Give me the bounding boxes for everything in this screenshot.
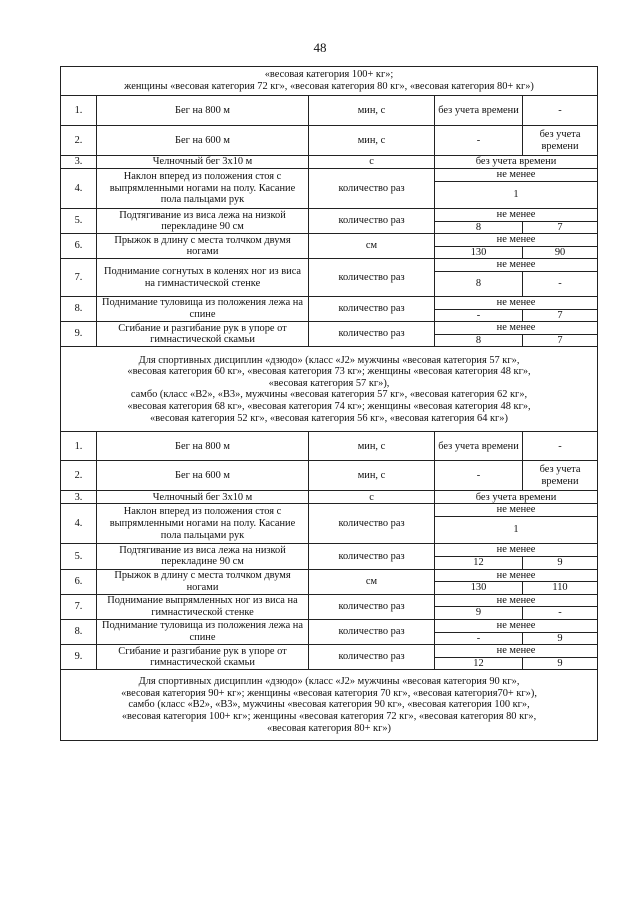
unit: количество раз bbox=[309, 544, 435, 569]
value-cell: - bbox=[523, 96, 598, 126]
exercise-name: Подтягивание из виса лежа на низкой перекладине 90 см bbox=[97, 209, 309, 234]
unit: мин, с bbox=[309, 432, 435, 461]
norm-label: не менее bbox=[435, 569, 598, 582]
exercise-name: Поднимание туловища из положения лежа на спине bbox=[97, 296, 309, 321]
value-cell: без учета времени bbox=[523, 461, 598, 491]
table-row bbox=[61, 461, 598, 491]
value-cell: 9 bbox=[523, 632, 598, 645]
value-cell: 90 bbox=[523, 246, 598, 259]
unit: количество раз bbox=[309, 169, 435, 209]
header-line: «весовая категория 57 кг»), bbox=[268, 377, 390, 389]
norm-label: не менее bbox=[435, 619, 598, 632]
value-cell: без учета времени bbox=[435, 491, 598, 504]
norm-label: не менее bbox=[435, 594, 598, 607]
row-number: 9. bbox=[61, 322, 97, 347]
table-row bbox=[61, 544, 598, 557]
table-row bbox=[61, 569, 598, 582]
exercise-name: Прыжок в длину с места толчком двумя ногами bbox=[97, 569, 309, 594]
unit: количество раз bbox=[309, 645, 435, 670]
header-line: «весовая категория 80+ кг») bbox=[267, 722, 392, 734]
unit: количество раз bbox=[309, 296, 435, 321]
section-header bbox=[61, 67, 598, 96]
norm-label: не менее bbox=[435, 322, 598, 335]
row-number: 5. bbox=[61, 209, 97, 234]
row-number: 3. bbox=[61, 156, 97, 169]
value-cell: - bbox=[435, 126, 523, 156]
exercise-name: Бег на 800 м bbox=[97, 432, 309, 461]
value-cell: 130 bbox=[435, 246, 523, 259]
table-row bbox=[61, 491, 598, 504]
row-number: 5. bbox=[61, 544, 97, 569]
exercise-name: Наклон вперед из положения стоя с выпрямленными ногами на полу. Касание пола пальцами рук bbox=[97, 504, 309, 544]
section-header bbox=[61, 347, 598, 432]
exercise-name: Поднимание выпрямленных ног из виса на гимнастической стенке bbox=[97, 594, 309, 619]
value-cell: - bbox=[523, 271, 598, 296]
table-row bbox=[61, 504, 598, 517]
table-row bbox=[61, 156, 598, 169]
exercise-name: Челночный бег 3х10 м bbox=[97, 156, 309, 169]
value-cell: 9 bbox=[435, 607, 523, 620]
value-cell: - bbox=[435, 461, 523, 491]
table-row bbox=[61, 126, 598, 156]
value-cell: 7 bbox=[523, 221, 598, 234]
exercise-name: Сгибание и разгибание рук в упоре от гимнастической скамьи bbox=[97, 322, 309, 347]
row-number: 4. bbox=[61, 504, 97, 544]
unit: количество раз bbox=[309, 209, 435, 234]
table-row bbox=[61, 209, 598, 222]
table-row bbox=[61, 259, 598, 272]
table-row bbox=[61, 432, 598, 461]
norm-label: не менее bbox=[435, 169, 598, 182]
value-cell: 12 bbox=[435, 657, 523, 670]
norm-label: не менее bbox=[435, 296, 598, 309]
value-cell: 130 bbox=[435, 582, 523, 595]
value-cell: 7 bbox=[523, 309, 598, 322]
value-cell: 9 bbox=[523, 556, 598, 569]
value-cell: без учета времени bbox=[523, 126, 598, 156]
table-row bbox=[61, 619, 598, 632]
header-line: женщины «весовая категория 72 кг», «весовая категория 80 кг», «весовая категория 80+ кг») bbox=[124, 81, 534, 92]
table-row bbox=[61, 296, 598, 309]
header-line: Для спортивных дисциплин «дзюдо» (класс «J2» мужчины «весовая категория 57 кг», bbox=[138, 354, 520, 366]
value-cell: - bbox=[523, 432, 598, 461]
norms-table bbox=[60, 66, 598, 741]
header-line: Для спортивных дисциплин «дзюдо» (класс «J2» мужчины «весовая категория 90 кг», bbox=[138, 676, 520, 688]
exercise-name: Челночный бег 3х10 м bbox=[97, 491, 309, 504]
section-header bbox=[61, 670, 598, 741]
header-line: «весовая категория 100+ кг»; женщины «весовая категория 72 кг», «весовая категория 80 кг», bbox=[121, 711, 537, 723]
row-number: 2. bbox=[61, 126, 97, 156]
header-line: «весовая категория 60 кг», «весовая категория 73 кг»; женщины «весовая категория 48 кг», bbox=[127, 366, 531, 378]
unit: см bbox=[309, 234, 435, 259]
table-row bbox=[61, 594, 598, 607]
row-number: 6. bbox=[61, 569, 97, 594]
row-number: 9. bbox=[61, 645, 97, 670]
value-cell: - bbox=[435, 632, 523, 645]
unit: количество раз bbox=[309, 504, 435, 544]
unit: количество раз bbox=[309, 259, 435, 297]
row-number: 8. bbox=[61, 296, 97, 321]
exercise-name: Поднимание согнутых в коленях ног из виса на гимнастической стенке bbox=[97, 259, 309, 297]
table-row bbox=[61, 169, 598, 182]
header-line: самбо (класс «В2», «В3», мужчины «весовая категория 57 кг», «весовая категория 62 кг», bbox=[130, 389, 528, 401]
norm-label: не менее bbox=[435, 234, 598, 247]
unit: количество раз bbox=[309, 594, 435, 619]
value-cell: 12 bbox=[435, 556, 523, 569]
exercise-name: Наклон вперед из положения стоя с выпрямленными ногами на полу. Касание пола пальцами рук bbox=[97, 169, 309, 209]
table-row bbox=[61, 322, 598, 335]
header-line: «весовая категория 90+ кг»; женщины «весовая категория 70 кг», «весовая категория70+ кг»), bbox=[121, 687, 537, 699]
header-line: «весовая категория 100+ кг»; bbox=[264, 69, 394, 81]
page-number: 48 bbox=[313, 40, 327, 55]
header-line: «весовая категория 68 кг», «весовая категория 74 кг»; женщины «весовая категория 48 кг», bbox=[127, 400, 531, 412]
unit: мин, с bbox=[309, 96, 435, 126]
row-number: 1. bbox=[61, 432, 97, 461]
value-cell: - bbox=[435, 309, 523, 322]
unit: количество раз bbox=[309, 322, 435, 347]
exercise-name: Бег на 800 м bbox=[97, 96, 309, 126]
norm-label: не менее bbox=[435, 259, 598, 272]
exercise-name: Сгибание и разгибание рук в упоре от гимнастической скамьи bbox=[97, 645, 309, 670]
unit: см bbox=[309, 569, 435, 594]
exercise-name: Поднимание туловища из положения лежа на спине bbox=[97, 619, 309, 644]
row-number: 7. bbox=[61, 594, 97, 619]
unit: мин, с bbox=[309, 126, 435, 156]
table-row bbox=[61, 96, 598, 126]
exercise-name: Подтягивание из виса лежа на низкой перекладине 90 см bbox=[97, 544, 309, 569]
value-cell: без учета времени bbox=[435, 156, 598, 169]
value-cell: 8 bbox=[435, 271, 523, 296]
exercise-name: Бег на 600 м bbox=[97, 126, 309, 156]
table-row bbox=[61, 645, 598, 658]
row-number: 4. bbox=[61, 169, 97, 209]
unit: количество раз bbox=[309, 619, 435, 644]
exercise-name: Прыжок в длину с места толчком двумя ногами bbox=[97, 234, 309, 259]
value-cell: 8 bbox=[435, 334, 523, 347]
value-cell: 1 bbox=[435, 181, 598, 208]
exercise-name: Бег на 600 м bbox=[97, 461, 309, 491]
row-number: 8. bbox=[61, 619, 97, 644]
unit: с bbox=[309, 156, 435, 169]
row-number: 7. bbox=[61, 259, 97, 297]
row-number: 6. bbox=[61, 234, 97, 259]
norm-label: не менее bbox=[435, 209, 598, 222]
norm-label: не менее bbox=[435, 544, 598, 557]
unit: с bbox=[309, 491, 435, 504]
row-number: 1. bbox=[61, 96, 97, 126]
row-number: 2. bbox=[61, 461, 97, 491]
table-row bbox=[61, 234, 598, 247]
header-line: самбо (класс «В2», «В3», мужчины «весовая категория 90 кг», «весовая категория 100 кг», bbox=[128, 699, 530, 711]
value-cell: 7 bbox=[523, 334, 598, 347]
value-cell: 8 bbox=[435, 221, 523, 234]
row-number: 3. bbox=[61, 491, 97, 504]
value-cell: 1 bbox=[435, 517, 598, 544]
value-cell: без учета времени bbox=[435, 96, 523, 126]
header-line: «весовая категория 52 кг», «весовая категория 56 кг», «весовая категория 64 кг») bbox=[150, 412, 508, 424]
value-cell: - bbox=[523, 607, 598, 620]
value-cell: 110 bbox=[523, 582, 598, 595]
value-cell: без учета времени bbox=[435, 432, 523, 461]
value-cell: 9 bbox=[523, 657, 598, 670]
norm-label: не менее bbox=[435, 645, 598, 658]
norm-label: не менее bbox=[435, 504, 598, 517]
unit: мин, с bbox=[309, 461, 435, 491]
